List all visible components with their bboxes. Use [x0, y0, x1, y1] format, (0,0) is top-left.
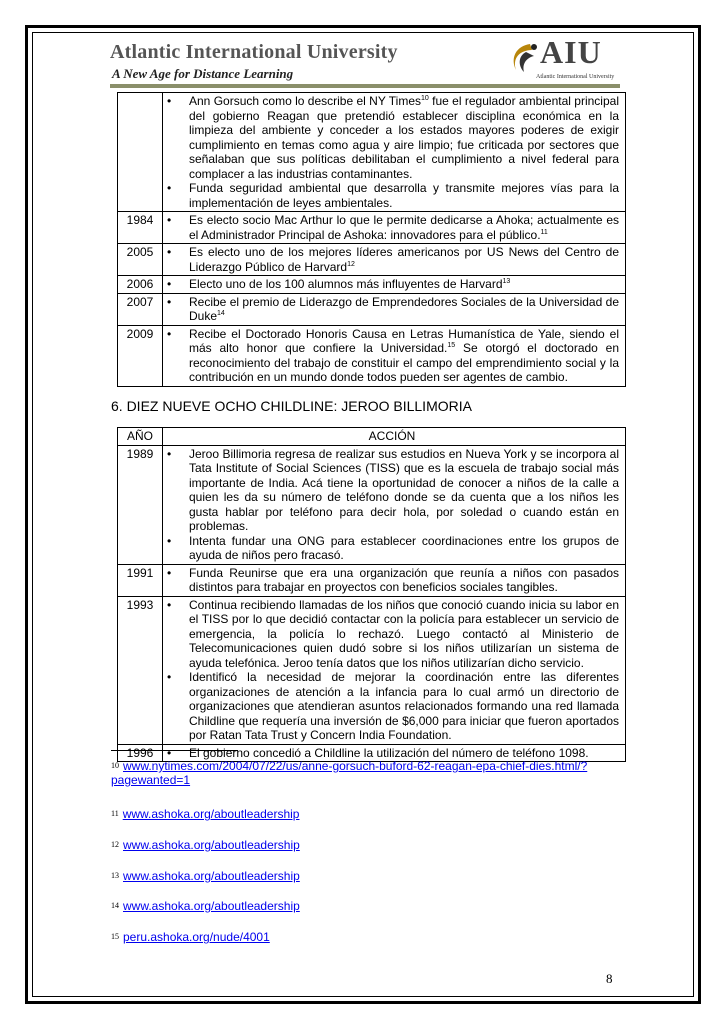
- action-text-cont: fue el regulador ambiental principal del gobierno Reagan que pretendió establecer disciplina económica en la limpieza del ambiente y conceder a los estados mayores poderes de exigir cumplimiento en temas como agua y aire limpio; fue criticada por sectores que señalaban que sus políticas debilitaban el cumplimiento a nivel federal para complacer a las industrias contaminantes.: [189, 94, 619, 181]
- footnote-link[interactable]: www.ashoka.org/aboutleadership: [123, 899, 300, 913]
- action-cell: [163, 293, 626, 325]
- year-cell: 1984: [118, 212, 163, 244]
- year-cell: 2006: [118, 276, 163, 294]
- action-text: [189, 670, 619, 743]
- footnote-number: 14: [111, 901, 119, 910]
- footnote-number: 15: [111, 932, 119, 941]
- list-item: [165, 534, 619, 563]
- year-cell: 1993: [118, 596, 163, 744]
- footnote: [111, 807, 631, 821]
- page-number: 8: [606, 971, 613, 986]
- action-text: [189, 534, 619, 563]
- action-text-main: Ann Gorsuch como lo describe el NY Times: [189, 94, 421, 108]
- list-item: [165, 213, 619, 242]
- bullet-icon: •: [167, 565, 172, 580]
- footnote-rule: [111, 750, 238, 751]
- logo-caption: Atlantic International University: [536, 74, 615, 80]
- footnote-ref: 10: [421, 95, 429, 102]
- bullet-icon: •: [167, 597, 172, 612]
- action-text-main: Recibe el premio de Liderazgo de Emprendedores Sociales de la Universidad de Duke: [189, 294, 619, 323]
- action-text: [189, 245, 619, 274]
- footnote-link[interactable]: www.ashoka.org/aboutleadership: [123, 838, 300, 852]
- action-text: [189, 295, 619, 324]
- list-item: [165, 670, 619, 743]
- action-text-main: El gobierno concedió a Childline la utilización del número de teléfono 1098.: [189, 745, 589, 760]
- list-item: [165, 94, 619, 181]
- year-cell: 1991: [118, 564, 163, 596]
- action-cell: [163, 325, 626, 386]
- action-text: [189, 277, 619, 292]
- footnote-number: 13: [111, 871, 119, 880]
- bullet-icon: •: [167, 277, 172, 291]
- action-text-main: Es electo uno de los mejores líderes americanos por US News del Centro de Liderazgo Público de Harvard: [189, 245, 619, 274]
- footnote: [111, 838, 631, 852]
- timeline-table-1: [117, 92, 626, 387]
- action-cell: [163, 244, 626, 276]
- footnote: [111, 899, 631, 913]
- footnote-ref: 14: [217, 310, 225, 317]
- action-text-main: Jeroo Billimoria regresa de realizar sus estudios en Nueva York y se incorpora al Tata Institute of Social Sciences (TISS) que es la escuela de trabajo social más importante de India. Acá tiene la oportunidad de conocer a niños de la calle a quien les da su número de teléfono donde se da cuenta que a los niños les gusta hablar por teléfono para decir hola, por soledad o cuando están en problemas.: [189, 446, 619, 533]
- footnote-ref: 11: [540, 228, 548, 236]
- bullet-icon: •: [167, 94, 172, 108]
- footnote-ref: 15: [447, 342, 456, 349]
- bullet-icon: •: [167, 670, 172, 684]
- list-item: [165, 295, 619, 324]
- header-rule: [110, 84, 620, 88]
- action-text: [189, 94, 619, 181]
- footnote: [111, 869, 631, 883]
- footnote-ref: 12: [347, 260, 355, 268]
- action-text: [189, 327, 619, 385]
- footnote-number: 10: [111, 761, 119, 770]
- action-text-main: Continua recibiendo llamadas de los niños que conoció cuando inicia su labor en el TISS por lo que decidió contactar con la policía para establecer un servicio de emergencia, la policía lo rechazó. Luego contactó al Ministerio de Telecomunicaciones quien dudó sobre si los niños utilizarían un sistema de ayuda telefónica. Jeroo tenía datos que los niños utilizarían dicho servicio.: [189, 597, 619, 670]
- year-cell: [118, 93, 163, 212]
- action-text-main: Intenta fundar una ONG para establecer coordinaciones entre los grupos de ayuda de niños pero fracasó.: [189, 533, 619, 562]
- bullet-icon: •: [167, 326, 172, 341]
- table-row: [118, 564, 626, 596]
- action-cell: [163, 445, 626, 564]
- footnote-ref: 13: [502, 278, 511, 285]
- action-text-main: Funda Reunirse que era una organización que reunía a niños con pasados distintos para trabajar en proyectos con beneficios sociales tangibles.: [189, 565, 619, 594]
- list-item: [165, 245, 619, 274]
- action-text-main: Es electo socio Mac Arthur lo que le permite dedicarse a Ahoka; actualmente es el Administrador Principal de Ashoka: innovadores para el público.: [189, 213, 619, 242]
- footnote-number: 12: [111, 840, 119, 849]
- footnote-link[interactable]: www.ashoka.org/aboutleadership: [122, 807, 300, 821]
- aiu-logo: [506, 34, 621, 84]
- logo-emblem-icon: [506, 40, 544, 76]
- action-text-main: Electo uno de los 100 alumnos más influyentes de Harvard: [189, 277, 503, 291]
- action-text-cont: Se otorgó el doctorado en reconocimiento del trabajo de constituir el campo del emprendimiento social y la contribución en un mundo donde todos pueden ser agentes de cambio.: [189, 341, 619, 384]
- action-text: [189, 447, 619, 534]
- action-text: [189, 566, 619, 595]
- table-row: [118, 596, 626, 744]
- table-row: [118, 293, 626, 325]
- list-item: [165, 277, 619, 292]
- list-item: [165, 447, 619, 534]
- bullet-icon: •: [167, 213, 172, 227]
- action-cell: [163, 276, 626, 294]
- year-cell: 1996: [118, 744, 163, 762]
- action-text-main: Recibe el Doctorado Honoris Causa en Letras Humanística de Yale, siendo el más alto honor que confiere la Universidad.: [189, 326, 619, 355]
- action-text: [189, 181, 619, 210]
- footnote-link[interactable]: peru.ashoka.org/nude/4001: [123, 930, 270, 944]
- action-text: [189, 598, 619, 671]
- timeline-table-2: [117, 427, 626, 762]
- table-row: [118, 276, 626, 294]
- action-text-main: Identificó la necesidad de mejorar la coordinación entre las diferentes organizaciones de atención a la infancia para lo cual armó un directorio de organizaciones que atendieran asuntos relacionados formando una red llamada Childline que requería una inversión de $6,000 para iniciar que fueron aportados por Ratan Tata Trust y Concern India Foundation.: [189, 670, 619, 742]
- university-tagline: A New Age for Distance Learning: [112, 66, 294, 81]
- year-cell: 2007: [118, 293, 163, 325]
- section-title: 6. DIEZ NUEVE OCHO CHILDLINE: JEROO BILLIMORIA: [111, 398, 472, 414]
- logo-text: AIU: [540, 34, 602, 70]
- bullet-icon: •: [167, 245, 172, 259]
- action-text-main: Funda seguridad ambiental que desarrolla y transmite mejores vías para la implementación de leyes ambientales.: [189, 181, 619, 210]
- action-cell: [163, 564, 626, 596]
- table-row: [118, 93, 626, 212]
- list-item: [165, 746, 619, 761]
- action-text: [189, 213, 619, 242]
- table-header-row: [118, 428, 626, 446]
- list-item: [165, 598, 619, 671]
- list-item: [165, 327, 619, 385]
- action-text: [189, 746, 619, 761]
- list-item: [165, 566, 619, 595]
- col-header-year: AÑO: [118, 428, 163, 446]
- bullet-icon: •: [167, 745, 172, 760]
- year-cell: 2005: [118, 244, 163, 276]
- col-header-action: ACCIÓN: [163, 428, 626, 446]
- year-cell: 1989: [118, 445, 163, 564]
- footnote: [111, 930, 631, 944]
- table-row: [118, 212, 626, 244]
- page-header: [110, 34, 620, 90]
- footnote-number: 11: [111, 809, 119, 818]
- year-cell: 2009: [118, 325, 163, 386]
- action-cell: [163, 93, 626, 212]
- footnote-link[interactable]: www.nytimes.com/2004/07/22/us/anne-gorsuch-buford-62-reagan-epa-chief-dies.html/?pagewanted=1: [111, 759, 588, 787]
- list-item: [165, 181, 619, 210]
- table-row: [118, 445, 626, 564]
- footnote: [111, 759, 631, 787]
- action-cell: [163, 212, 626, 244]
- table-row: [118, 244, 626, 276]
- bullet-icon: •: [167, 294, 172, 309]
- bullet-icon: •: [167, 181, 172, 195]
- action-cell: [163, 596, 626, 744]
- university-name: Atlantic International University: [110, 41, 398, 63]
- table-row: [118, 325, 626, 386]
- bullet-icon: •: [167, 446, 172, 461]
- footnote-link[interactable]: www.ashoka.org/aboutleadership: [123, 869, 300, 883]
- bullet-icon: •: [167, 533, 172, 548]
